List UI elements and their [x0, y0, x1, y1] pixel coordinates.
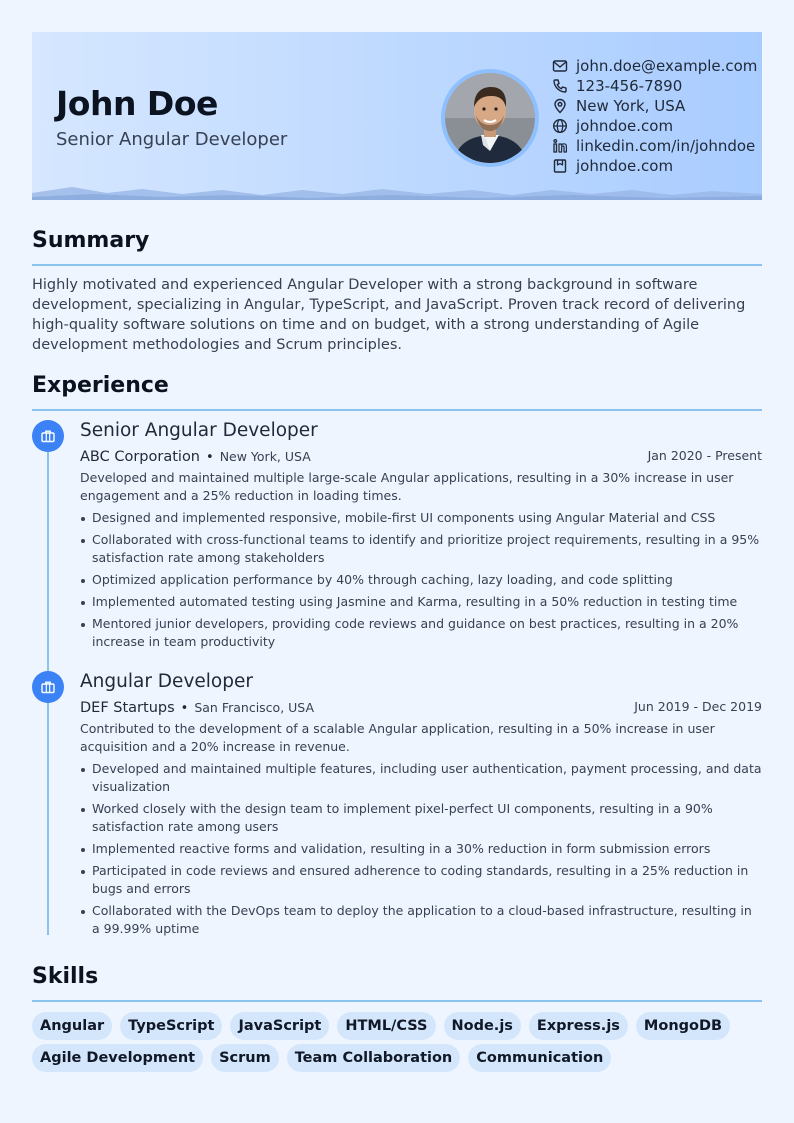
candidate-name: John Doe: [56, 84, 218, 123]
profile-photo: [445, 73, 535, 163]
skill-tag: Communication: [468, 1044, 611, 1072]
skill-tag: Agile Development: [32, 1044, 203, 1072]
job-location: San Francisco, USA: [194, 700, 315, 715]
job-dates: Jun 2019 - Dec 2019: [634, 699, 762, 714]
skill-tag: MongoDB: [636, 1012, 730, 1040]
contact-phone[interactable]: [552, 76, 757, 96]
skill-tag: JavaScript: [230, 1012, 329, 1040]
contact-list: [552, 56, 757, 176]
candidate-title: Senior Angular Developer: [56, 129, 288, 150]
skill-tag: Team Collaboration: [287, 1044, 461, 1072]
contact-website-text: johndoe.com: [576, 117, 674, 135]
section-heading-skills: Skills: [32, 964, 99, 989]
section-divider: [32, 409, 762, 411]
globe-icon: [552, 118, 568, 134]
company-name: ABC Corporation: [80, 449, 201, 465]
skill-tag: Express.js: [529, 1012, 628, 1040]
skill-tag: HTML/CSS: [337, 1012, 435, 1040]
summary-text: Highly motivated and experienced Angular Developer with a strong background in software development, specializing in Angular, TypeScript, and JavaScript. Proven track record of delivering high-quality software solutions on time and on budget, with a strong understanding of Agile development methodologies and Scrum principles.: [32, 277, 746, 353]
contact-phone-text: 123-456-7890: [576, 77, 683, 95]
job-meta: [80, 446, 762, 466]
company-name: DEF Startups: [80, 700, 175, 716]
job-title: Senior Angular Developer: [80, 420, 318, 441]
skill-tags: [32, 1012, 762, 1076]
experience-body: [80, 671, 762, 942]
achievement-item: Designed and implemented responsive, mobile-first UI components using Angular Material and CSS: [80, 509, 762, 527]
skill-tag: Node.js: [444, 1012, 521, 1040]
job-location: New York, USA: [219, 449, 311, 464]
section-divider: [32, 1000, 762, 1002]
achievement-item: Implemented reactive forms and validation, resulting in a 30% reduction in form submission errors: [80, 840, 762, 858]
contact-location-text: New York, USA: [576, 97, 686, 115]
contact-portfolio[interactable]: [552, 156, 757, 176]
resume-page: [32, 32, 762, 1066]
section-divider: [32, 264, 762, 266]
header-wave-decoration: [32, 184, 762, 200]
contact-linkedin-text: linkedin.com/in/johndoe: [576, 137, 756, 155]
skills-section: [32, 966, 762, 1076]
achievement-item: Collaborated with cross-functional teams to identify and prioritize project requirements, resulting in a 95% satisfaction rate among stakeholders: [80, 531, 762, 567]
achievement-item: Implemented automated testing using Jasmine and Karma, resulting in a 50% reduction in testing time: [80, 593, 762, 611]
resume-header: [32, 32, 762, 200]
section-heading-summary: Summary: [32, 228, 150, 253]
location-pin-icon: [552, 98, 568, 114]
achievement-item: Developed and maintained multiple features, including user authentication, payment processing, and data visualization: [80, 760, 762, 796]
job-dates: Jan 2020 - Present: [647, 448, 762, 463]
achievement-item: Participated in code reviews and ensured adherence to coding standards, resulting in a 25% reduction in bugs and errors: [80, 862, 762, 898]
linkedin-icon: [552, 138, 568, 154]
separator-dot: •: [180, 701, 189, 716]
skill-tag: Scrum: [211, 1044, 279, 1072]
section-heading-experience: Experience: [32, 373, 169, 398]
contact-location: [552, 96, 757, 116]
contact-email[interactable]: [552, 56, 757, 76]
summary-section: [32, 230, 762, 355]
skill-tag: TypeScript: [120, 1012, 222, 1040]
achievement-item: Collaborated with the DevOps team to deploy the application to a cloud-based infrastructure, resulting in a 99.99% uptime: [80, 902, 762, 938]
mail-icon: [552, 58, 568, 74]
job-meta: [80, 697, 762, 717]
separator-dot: •: [206, 450, 214, 465]
job-description: Developed and maintained multiple large-scale Angular applications, resulting in a 30% increase in user engagement and a 25% reduction in loading times.: [80, 470, 734, 503]
briefcase-icon: [32, 420, 64, 452]
skill-tag: Angular: [32, 1012, 112, 1040]
contact-linkedin[interactable]: [552, 136, 757, 156]
portfolio-icon: [552, 158, 568, 174]
achievement-list: [80, 760, 762, 938]
achievement-item: Mentored junior developers, providing code reviews and guidance on best practices, resulting in a 20% increase in team productivity: [80, 615, 762, 651]
phone-icon: [552, 78, 568, 94]
contact-email-text: john.doe@example.com: [576, 57, 758, 75]
avatar: [441, 69, 539, 167]
achievement-item: Worked closely with the design team to implement pixel-perfect UI components, resulting in a 90% satisfaction rate among users: [80, 800, 762, 836]
contact-website[interactable]: [552, 116, 757, 136]
experience-section: [32, 373, 762, 936]
contact-portfolio-text: johndoe.com: [576, 157, 674, 175]
job-description: Contributed to the development of a scalable Angular application, resulting in a 50% increase in user acquisition and a 20% increase in revenue.: [80, 721, 715, 754]
job-title: Angular Developer: [80, 671, 253, 692]
achievement-item: Optimized application performance by 40% through caching, lazy loading, and code splitting: [80, 571, 762, 589]
achievement-list: [80, 509, 762, 651]
experience-body: [80, 420, 762, 655]
briefcase-icon: [32, 671, 64, 703]
